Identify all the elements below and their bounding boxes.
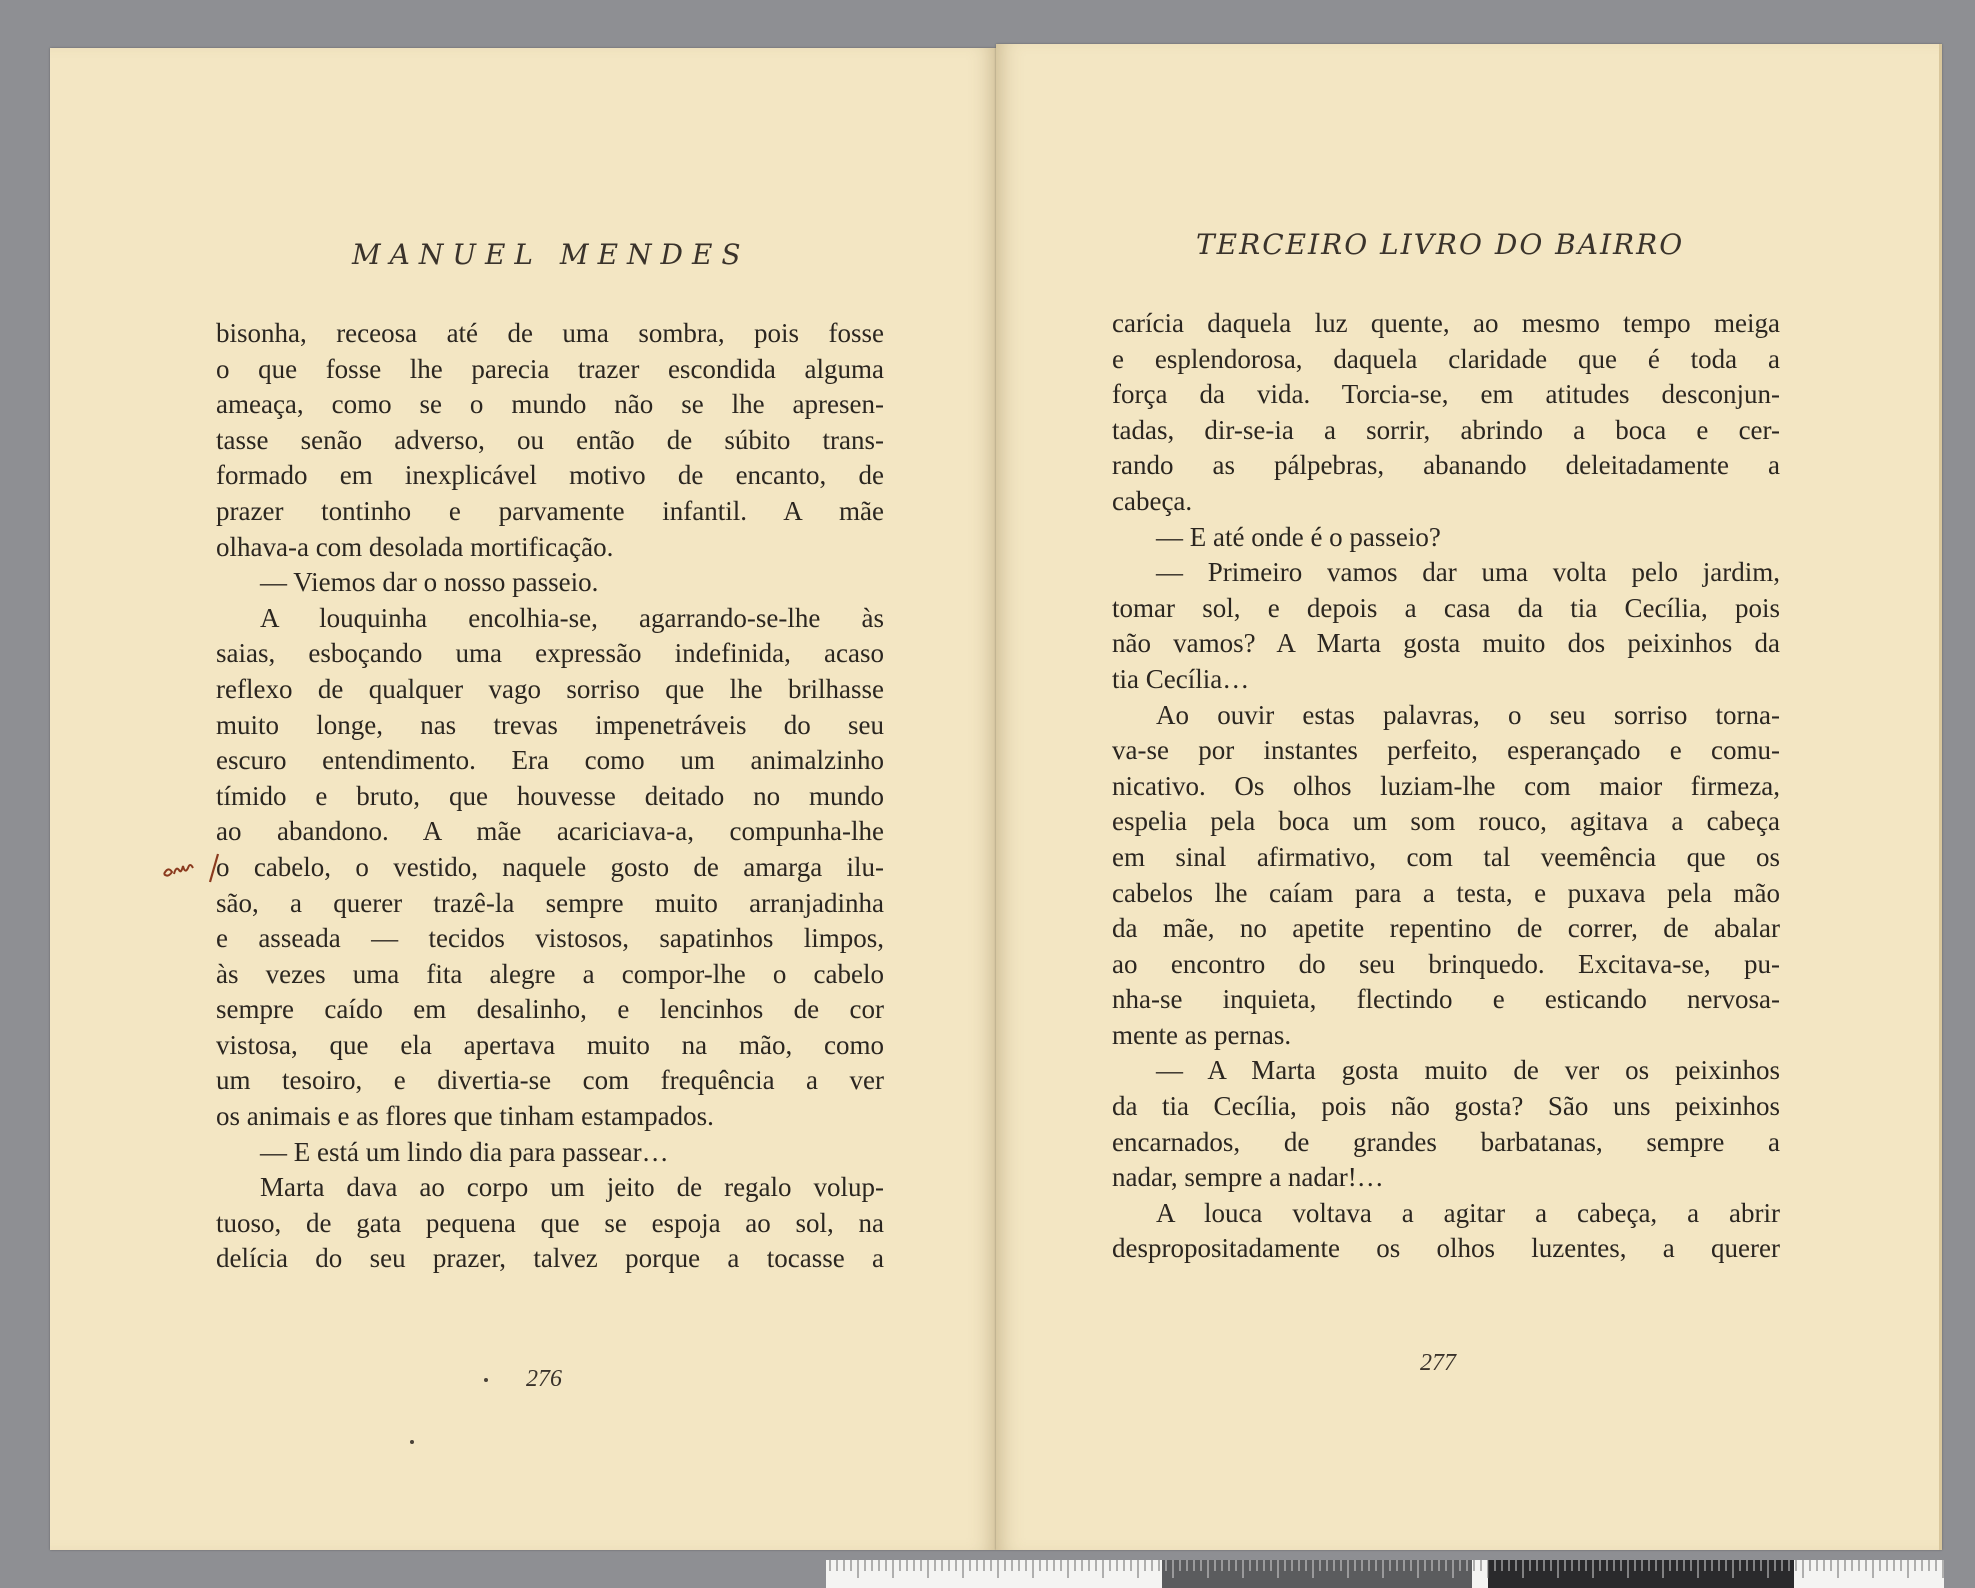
text-line: ao abandono. A mãe acariciava-a, compunha-lhe bbox=[216, 816, 884, 847]
right-running-head: TERCEIRO LIVRO DO BAIRRO bbox=[1196, 228, 1685, 261]
text-line: carícia daquela luz quente, ao mesmo tempo meiga bbox=[1112, 308, 1780, 338]
left-page-number: 276 bbox=[526, 1366, 562, 1392]
ink-speck bbox=[484, 1378, 488, 1382]
text-line: despropositadamente os olhos luzentes, a querer bbox=[1112, 1233, 1780, 1264]
text-line: bisonha, receosa até de uma sombra, pois fosse bbox=[216, 318, 884, 348]
text-line: sempre caído em desalinho, e lencinhos de cor bbox=[216, 994, 884, 1025]
text-line: rando as pálpebras, abanando deleitadamente a bbox=[1112, 450, 1780, 481]
text-line: A louca voltava a agitar a cabeça, a abrir bbox=[1156, 1197, 1780, 1228]
text-line: da tia Cecília, pois não gosta? São uns peixinhos bbox=[1112, 1091, 1780, 1122]
text-line: força da vida. Torcia-se, em atitudes desconjun- bbox=[1112, 379, 1780, 410]
text-line: encarnados, de grandes barbatanas, sempre a bbox=[1112, 1126, 1780, 1157]
text-line: mente as pernas. bbox=[1112, 1019, 1292, 1050]
scale-ruler bbox=[826, 1560, 1944, 1588]
text-line: nadar, sempre a nadar!… bbox=[1112, 1162, 1384, 1193]
right-page bbox=[996, 44, 1942, 1550]
text-line: muito longe, nas trevas impenetráveis do seu bbox=[216, 709, 884, 740]
text-line: tomar sol, e depois a casa da tia Cecília, pois bbox=[1112, 592, 1780, 623]
text-line: cabelos lhe caíam para a testa, e puxava pela mão bbox=[1112, 877, 1780, 908]
margin-annotation-icon bbox=[158, 844, 238, 888]
left-running-head: MANUEL MENDES bbox=[352, 238, 750, 271]
text-line: espelia pela boca um som rouco, agitava a cabeça bbox=[1112, 806, 1780, 837]
text-line: va-se por instantes perfeito, esperançado e comu- bbox=[1112, 735, 1780, 766]
text-line: Marta dava ao corpo um jeito de regalo volup- bbox=[260, 1172, 884, 1203]
text-line: escuro entendimento. Era como um animalzinho bbox=[216, 745, 884, 776]
text-line: formado em inexplicável motivo de encanto, de bbox=[216, 460, 884, 491]
text-line: em sinal afirmativo, com tal veemência que os bbox=[1112, 841, 1780, 872]
text-line: reflexo de qualquer vago sorriso que lhe brilhasse bbox=[216, 673, 884, 704]
text-line: nicativo. Os olhos luziam-lhe com maior firmeza, bbox=[1112, 770, 1780, 801]
text-line: nha-se inquieta, flectindo e esticando nervosa- bbox=[1112, 984, 1780, 1015]
text-line: os animais e as flores que tinham estampados. bbox=[216, 1101, 714, 1132]
text-line: da mãe, no apetite repentino de correr, de abalar bbox=[1112, 913, 1780, 944]
text-line: um tesoiro, e divertia-se com frequência a ver bbox=[216, 1065, 884, 1096]
text-line: e esplendorosa, daquela claridade que é toda a bbox=[1112, 343, 1780, 374]
text-line: tasse senão adverso, ou então de súbito trans- bbox=[216, 424, 884, 455]
ink-speck bbox=[410, 1440, 414, 1444]
text-line: cabeça. bbox=[1112, 485, 1193, 516]
text-line: o que fosse lhe parecia trazer escondida alguma bbox=[216, 353, 884, 384]
text-line: — Primeiro vamos dar uma volta pelo jardim, bbox=[1156, 557, 1780, 588]
text-line: tuoso, de gata pequena que se espoja ao sol, na bbox=[216, 1207, 884, 1238]
text-line: A louquinha encolhia-se, agarrando-se-lhe às bbox=[260, 602, 884, 633]
text-line: ameaça, como se o mundo não se lhe apresen- bbox=[216, 389, 884, 420]
text-line: tadas, dir-se-ia a sorrir, abrindo a boca e cer- bbox=[1112, 414, 1780, 445]
text-line: são, a querer trazê-la sempre muito arranjadinha bbox=[216, 887, 884, 918]
right-page-text bbox=[1112, 306, 1780, 1267]
text-line: não vamos? A Marta gosta muito dos peixinhos da bbox=[1112, 628, 1780, 659]
text-line: prazer tontinho e parvamente infantil. A mãe bbox=[216, 495, 884, 526]
text-line: ao encontro do seu brinquedo. Excitava-se, pu- bbox=[1112, 948, 1780, 979]
text-line: o cabelo, o vestido, naquele gosto de amarga ilu- bbox=[216, 851, 884, 882]
text-line: — A Marta gosta muito de ver os peixinhos bbox=[1156, 1055, 1780, 1086]
text-line: saias, esboçando uma expressão indefinida, acaso bbox=[216, 638, 884, 669]
text-line: olhava-a com desolada mortificação. bbox=[216, 531, 614, 562]
text-line: às vezes uma fita alegre a compor-lhe o cabelo bbox=[216, 958, 884, 989]
text-line: vistosa, que ela apertava muito na mão, como bbox=[216, 1029, 884, 1060]
ruler-ticks bbox=[826, 1560, 1944, 1588]
right-page-number: 277 bbox=[1420, 1350, 1456, 1376]
text-line: — E está um lindo dia para passear… bbox=[260, 1136, 669, 1167]
text-line: Ao ouvir estas palavras, o seu sorriso torna- bbox=[1156, 699, 1780, 730]
left-page-text bbox=[216, 316, 884, 1277]
text-line: tímido e bruto, que houvesse deitado no mundo bbox=[216, 780, 884, 811]
text-line: — E até onde é o passeio? bbox=[1156, 521, 1441, 552]
text-line: — Viemos dar o nosso passeio. bbox=[260, 567, 599, 598]
text-line: e asseada — tecidos vistosos, sapatinhos limpos, bbox=[216, 923, 884, 954]
text-line: tia Cecília… bbox=[1112, 663, 1250, 694]
text-line: delícia do seu prazer, talvez porque a tocasse a bbox=[216, 1243, 884, 1274]
left-page bbox=[50, 48, 996, 1550]
